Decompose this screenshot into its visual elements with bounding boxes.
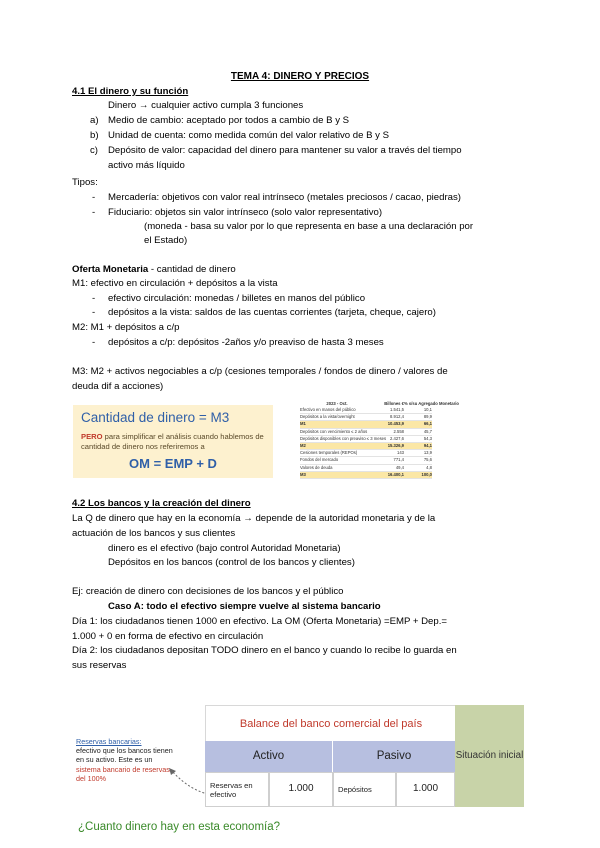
dinero-intro: Dinero → cualquier activo cumpla 3 funciones [108, 100, 304, 111]
fiduciario-note: (moneda - basa su valor por lo que representa en base a una declaración por [144, 221, 474, 232]
m3-highlight-box [73, 405, 273, 478]
m1-definition: M1: efectivo en circulación + depósitos a la vista [72, 278, 278, 289]
m3-box-title-a: Cantidad de dinero [81, 410, 196, 425]
balance-pasivo-header: Pasivo [333, 741, 455, 772]
function-mark: a) [90, 115, 99, 126]
m3-table-cell: 10.453,9 [387, 421, 404, 427]
section-heading-4-1: 4.1 El dinero y su función [72, 86, 189, 97]
reservas-note-body: efectivo que los bancos tienen en su activo. Este es un [76, 746, 173, 765]
m3-table-row [300, 436, 432, 443]
oferta-monetaria-label [72, 263, 236, 278]
tipo-mark: - [92, 207, 96, 218]
tipo-item: Fiduciario: objetos sin valor intrínseco (solo valor representativo) [108, 207, 383, 218]
m3-table-cell: M2 [300, 442, 306, 448]
m3-table-cell: 4,8 [426, 464, 432, 470]
m3-table-cell: 15.326,9 [387, 442, 404, 448]
m3-table-cell: Depósitos con vencimiento ≤ 2 años [300, 428, 368, 434]
m3-table-header [300, 393, 459, 407]
m3-table-cell: Valores de deuda [300, 464, 333, 470]
function-item: Depósito de valor: capacidad del dinero para mantener su valor a través del tiempo [108, 145, 462, 156]
page-title: TEMA 4: DINERO Y PRECIOS [230, 71, 370, 82]
m3-table-cell: Depósitos a la vista/overnight [300, 414, 355, 420]
m3-definition-cont: deuda dif a acciones) [72, 381, 164, 392]
dia-2: Día 2: los ciudadanos depositan TODO dinero en el banco y cuando lo recibe lo guarda en [72, 645, 457, 656]
m3-table [300, 393, 459, 479]
m3-table-cell: 10,1 [423, 407, 432, 412]
function-item-continuation: activo más líquido [108, 160, 185, 171]
balance-situacion: Situación inicial [455, 705, 524, 807]
reservas-note-title: Reservas bancarias: [76, 737, 142, 746]
depositos-label: Depósitos [333, 772, 396, 807]
balance-activo-header: Activo [205, 741, 333, 772]
m3-box-note-rest: para simplificar el análisis cuando hablemos de cantidad de dinero nos referiremos a [81, 432, 264, 451]
closing-question: ¿Cuanto dinero hay en esta economía? [78, 821, 281, 833]
m3-table-cell: M3 [300, 471, 306, 477]
m3-box-note-red: PERO [81, 432, 103, 441]
m3-table-row [300, 472, 432, 479]
function-item: Unidad de cuenta: como medida común del valor relativo de B y S [108, 130, 390, 141]
dia-1-cont: 1.000 + 0 en forma de efectivo en circulación [72, 631, 264, 642]
s42-sub-item: dinero es el efectivo (bajo control Autoridad Monetaria) [108, 543, 341, 554]
m3-table-body [300, 407, 432, 479]
m1-mark: - [92, 293, 96, 304]
fiduciario-note: el Estado) [144, 235, 188, 246]
m3-table-cell: Depósitos disponibles con preaviso ≤ 3 meses [300, 435, 387, 441]
tipo-mark: - [92, 192, 96, 203]
tipos-label: Tipos: [72, 177, 98, 188]
function-item: Medio de cambio: aceptado por todos a cambio de B y S [108, 115, 350, 126]
m3-table-cell: 66,1 [423, 421, 432, 427]
m3-table-row [300, 465, 432, 472]
m3-box-title-b: = M3 [195, 410, 230, 425]
m3-table-cell: 100,0 [421, 471, 432, 477]
m3-table-cell: 8.912,4 [390, 414, 404, 420]
m3-table-cell: 16.400,1 [387, 471, 404, 477]
reservas-value: 1.000 [269, 772, 333, 807]
m3-table-cell: M1 [300, 421, 306, 427]
case-a-title: Caso A: todo el efectivo siempre vuelve al sistema bancario [108, 601, 381, 612]
m3-table-cell: 2.558 [393, 428, 404, 434]
m3-table-cell: 1.541,5 [390, 407, 404, 412]
m3-table-cell: 89,9 [423, 414, 432, 420]
m3-table-cell: 143 [397, 450, 404, 456]
m3-table-cell: 54,3 [423, 435, 432, 441]
m3-definition: M3: M2 + activos negociables a c/p (cesiones temporales / fondos de dinero / valores de [72, 366, 448, 377]
reservas-label: Reservas en efectivo [205, 772, 269, 807]
m3-table-cell: 2.427,6 [390, 435, 404, 441]
m3-box-note [81, 432, 271, 452]
m3-box-title [81, 411, 229, 426]
m3-table-row [300, 429, 432, 436]
balance-title: Balance del banco comercial del país [205, 705, 457, 743]
m3-table-cell: Fondos del mercado [300, 457, 339, 463]
m3-table-row [300, 450, 432, 457]
m3-table-row [300, 421, 432, 428]
function-mark: b) [90, 130, 99, 141]
s42-paragraph: La Q de dinero que hay en la economía → depende de la autoridad monetaria y de la [72, 513, 436, 524]
m1-item: depósitos a la vista: saldos de las cuentas corrientes (tarjeta, cheque, cajero) [108, 307, 436, 318]
example-intro: Ej: creación de dinero con decisiones de los bancos y el público [72, 586, 344, 597]
oferta-monetaria-bold: Oferta Monetaria [72, 264, 149, 275]
m1-item: efectivo circulación: monedas / billetes en manos del público [108, 293, 366, 304]
m3-table-row [300, 443, 432, 450]
m3-table-cell: Cesiones temporales (REPOs) [300, 450, 358, 456]
m3-table-cell: 49,4 [395, 464, 404, 470]
m2-definition: M2: M1 + depósitos a c/p [72, 322, 180, 333]
section-heading-4-2: 4.2 Los bancos y la creación del dinero [72, 498, 251, 509]
m3-table-header-cell: % s/su Agregado Monetario [404, 401, 459, 406]
s42-paragraph-cont: actuación de los bancos y sus clientes [72, 528, 236, 539]
m3-table-cell: Efectivo en manos del público [300, 407, 356, 412]
balance-sheet [205, 705, 524, 807]
m3-table-cell: 94,1 [423, 442, 432, 448]
m2-item: depósitos a c/p: depósitos -2años y/o preaviso de hasta 3 meses [108, 337, 384, 348]
m2-mark: - [92, 337, 96, 348]
m3-table-cell: 13,9 [423, 450, 432, 456]
dia-1: Día 1: los ciudadanos tienen 1000 en efectivo. La OM (Oferta Monetaria) =EMP + Dep.= [72, 616, 447, 627]
m3-table-header-cell: 2023 - Oct. [326, 401, 348, 406]
m3-table-row [300, 414, 432, 421]
tipo-item: Mercadería: objetivos con valor real intrínseco (metales preciosos / cacao, piedras) [108, 192, 461, 203]
s42-sub-item: Depósitos en los bancos (control de los bancos y clientes) [108, 557, 355, 568]
m3-box-equation: OM = EMP + D [129, 456, 217, 471]
reservas-note-red: sistema bancario de reservas del 100% [76, 764, 170, 783]
function-mark: c) [90, 145, 98, 156]
dia-2-cont: sus reservas [72, 660, 127, 671]
m1-mark: - [92, 307, 96, 318]
m3-table-cell: 75,6 [423, 457, 432, 463]
m3-table-cell: 771,4 [393, 457, 404, 463]
oferta-monetaria-rest: - cantidad de dinero [148, 264, 236, 275]
depositos-value: 1.000 [396, 772, 455, 807]
m3-table-row [300, 407, 432, 414]
m3-table-cell: 45,7 [423, 428, 432, 434]
m3-table-row [300, 457, 432, 464]
m3-table-header-cell: Billones € [384, 401, 404, 406]
